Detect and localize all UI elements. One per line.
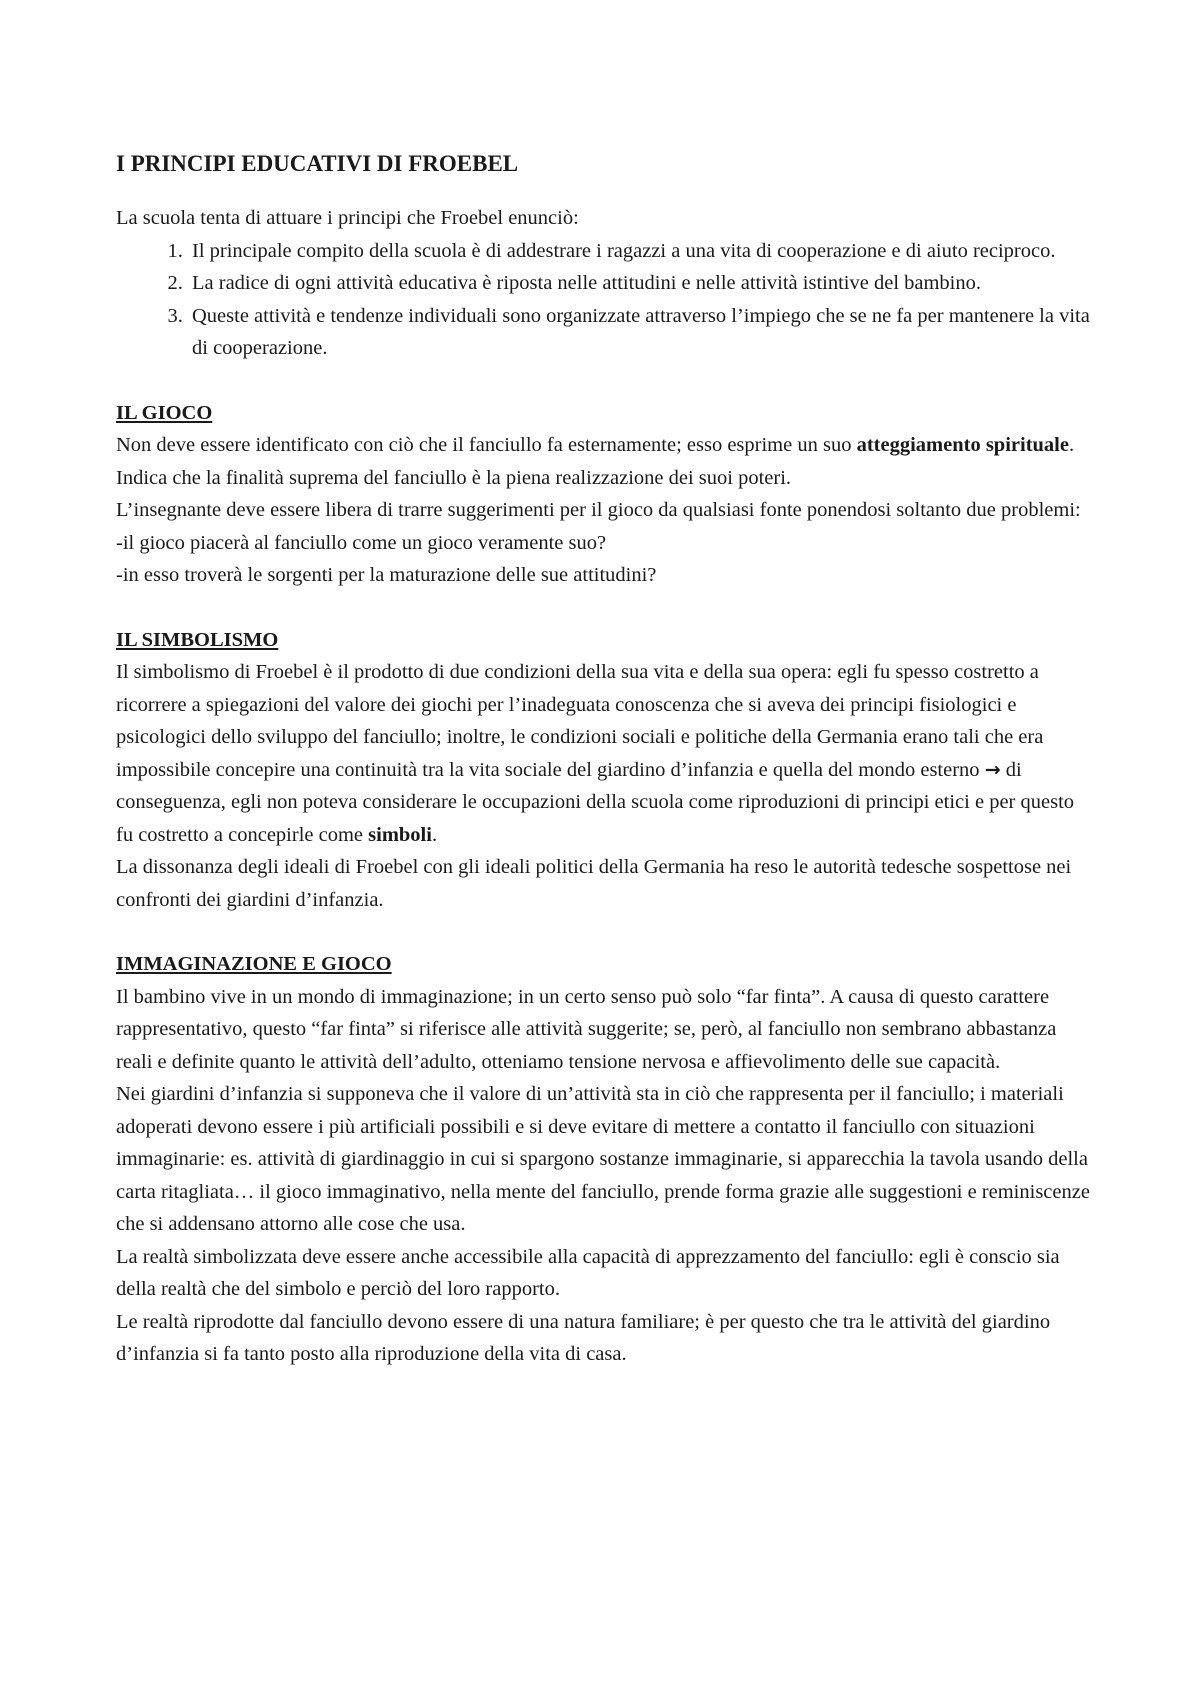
question-line: -il gioco piacerà al fanciullo come un gioco veramente suo?: [116, 531, 607, 554]
paragraph: [116, 656, 1096, 851]
paragraph: La dissonanza degli ideali di Froebel con gli ideali politici della Germania ha reso le autorità tedesche sospettose nei confronti dei giardini d’infanzia.: [116, 856, 1072, 911]
paragraph: La realtà simbolizzata deve essere anche accessibile alla capacità di apprezzamento del fanciullo: egli è conscio sia della realtà che del simbolo e perciò del loro rapporto.: [116, 1245, 1060, 1300]
text-run: Il simbolismo di Froebel è il prodotto di due condizioni della sua vita e della sua opera: egli fu spesso costretto a ricorrere a spiegazioni del valore dei giochi per l’inadeguata conoscenza che si aveva dei principi fisiologici e psicologici dello sviluppo del fanciullo; inoltre, le condizioni sociali e politiche della Germania erano tali che era impossibile concepire una continuità tra la vita sociale del giardino d’infanzia e quella del mondo esterno: [116, 661, 1044, 781]
section-immaginazione: [116, 948, 1096, 1371]
question-line: -in esso troverà le sorgenti per la maturazione delle sue attitudini?: [116, 564, 657, 586]
right-arrow-icon: →: [984, 758, 1001, 781]
text-run: . Indica che la finalità suprema del fanciullo è la piena realizzazione dei suoi poteri.: [116, 434, 1075, 489]
intro-paragraph: La scuola tenta di attuare i principi che Froebel enunciò:: [116, 207, 579, 229]
section-simbolismo: [116, 624, 1096, 917]
section-heading: IMMAGINAZIONE E GIOCO: [116, 953, 392, 975]
bold-term: atteggiamento spirituale: [856, 434, 1069, 456]
paragraph: L’insegnante deve essere libera di trarre suggerimenti per il gioco da qualsiasi fonte ponendosi soltanto due problemi:: [116, 499, 1081, 521]
principle-item: 2. La radice di ogni attività educativa è riposta nelle attitudini e nelle attività istintive del bambino.: [188, 267, 1096, 300]
document-page: [116, 148, 1096, 1371]
paragraph: Il bambino vive in un mondo di immaginazione; in un certo senso può solo “far finta”. A causa di questo carattere rappresentativo, questo “far finta” si riferisce alle attività suggerite; se, però, al fanciullo non sembrano abbastanza reali e definite quanto le attività dell’adulto, otteniamo tensione nervosa e affievolimento delle sue capacità.: [116, 985, 1057, 1073]
paragraph: Nei giardini d’infanzia si supponeva che il valore di un’attività sta in ciò che rappresenta per il fanciullo; i materiali adoperati devono essere i più artificiali possibili e si deve evitare di mettere a contatto il fanciullo con situazioni immaginarie: es. attività di giardinaggio in cui si spargono sostanze immaginarie, si apparecchia la tavola usando della carta ritagliata… il gioco immaginativo, nella mente del fanciullo, prende forma grazie alle suggestioni e reminiscenze che si addensano attorno alle cose che usa.: [116, 1083, 1090, 1235]
section-heading: IL GIOCO: [116, 401, 213, 424]
section-heading: IL SIMBOLISMO: [116, 628, 279, 651]
document-title: I PRINCIPI EDUCATIVI DI FROEBEL: [116, 151, 519, 176]
paragraph: [116, 429, 1096, 494]
bold-term: simboli: [368, 823, 432, 846]
text-run: di conseguenza, egli non poteva considerare le occupazioni della scuola come riproduzioni di principi etici e per questo fu costretto a concepirle come: [116, 758, 1075, 846]
principle-item: 1. Il principale compito della scuola è di addestrare i ragazzi a una vita di cooperazione e di aiuto reciproco.: [188, 235, 1096, 268]
text-run: Non deve essere identificato con ciò che il fanciullo fa esternamente; esso esprime un suo: [116, 434, 857, 456]
text-run: .: [431, 823, 438, 846]
principle-item: 3. Queste attività e tendenze individuali sono organizzate attraverso l’impiego che se ne fa per mantenere la vita di cooperazione.: [188, 300, 1096, 365]
principles-list: [116, 235, 1096, 365]
section-gioco: [116, 397, 1096, 592]
paragraph: Le realtà riprodotte dal fanciullo devono essere di una natura familiare; è per questo che tra le attività del giardino d’infanzia si fa tanto posto alla riproduzione della vita di casa.: [116, 1310, 1051, 1365]
